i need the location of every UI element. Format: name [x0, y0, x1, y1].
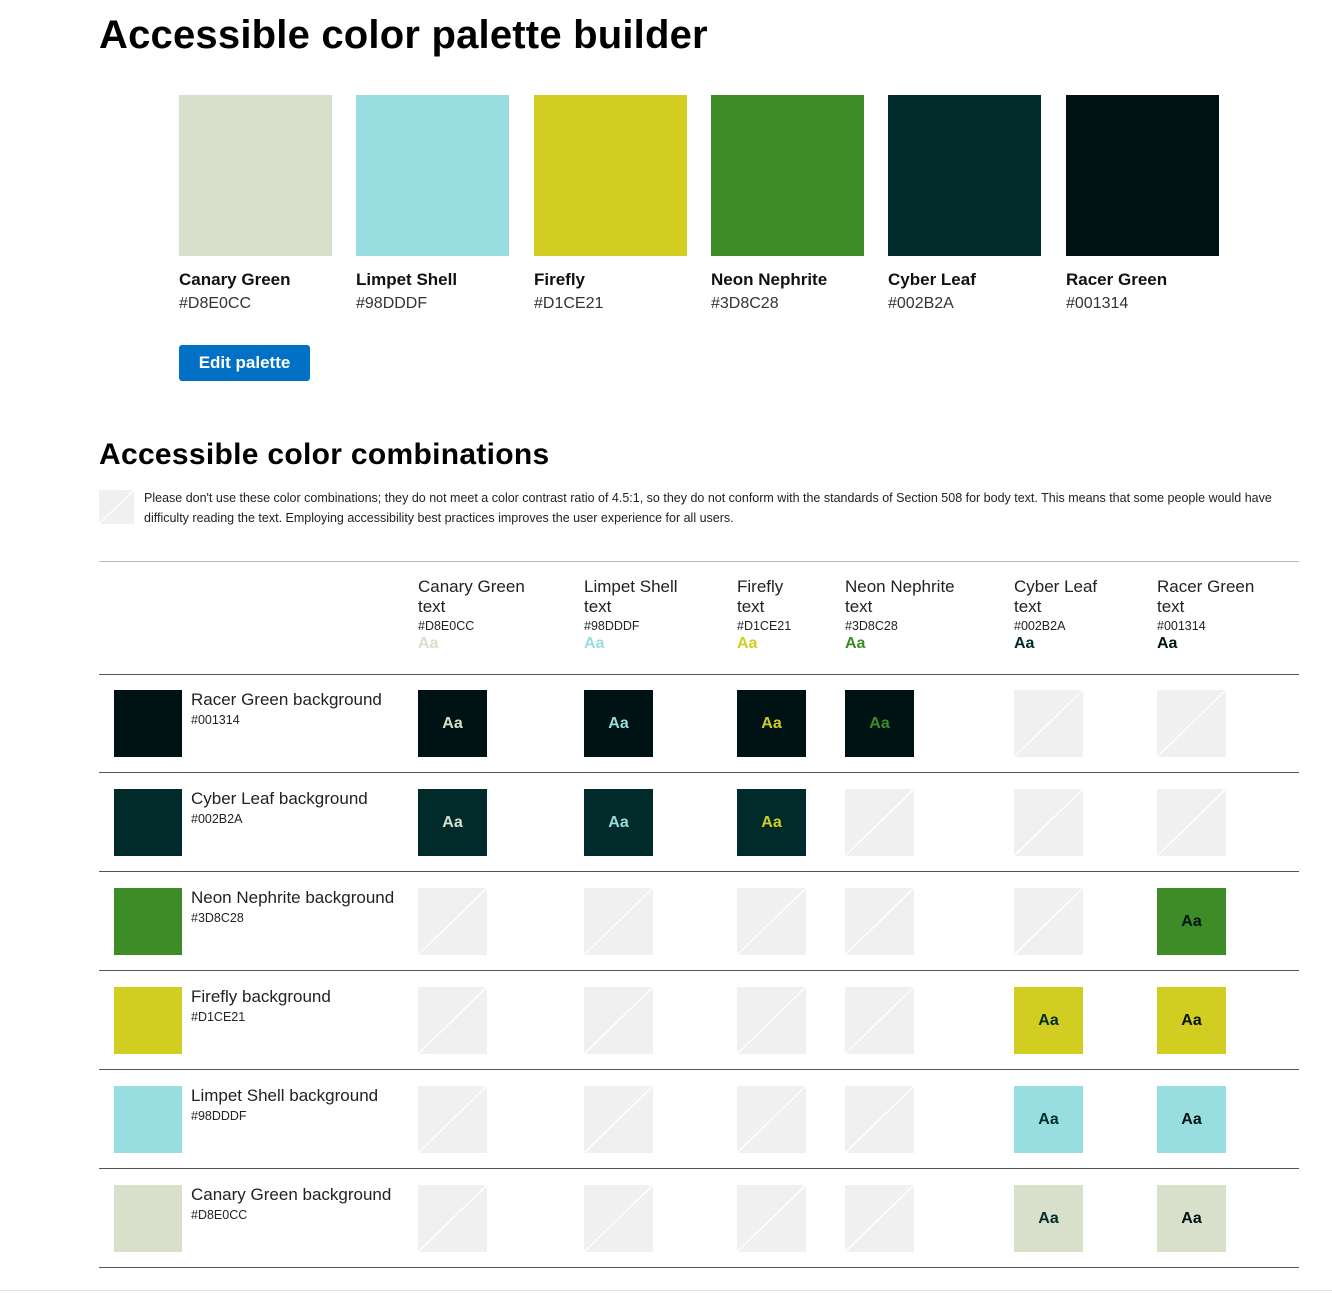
column-name: Canary Green text	[418, 577, 525, 616]
not-accessible-cell	[418, 1086, 487, 1153]
not-accessible-cell	[584, 1086, 653, 1153]
column-sample-text: Aa	[418, 635, 439, 652]
color-chip	[356, 95, 509, 256]
not-accessible-cell	[845, 987, 914, 1054]
row-hex: #98DDDF	[191, 1109, 247, 1123]
column-sample-text: Aa	[1157, 635, 1178, 652]
row-color-swatch	[114, 1185, 182, 1252]
row-hex: #001314	[191, 713, 240, 727]
not-accessible-cell	[584, 1185, 653, 1252]
row-hex: #D8E0CC	[191, 1208, 248, 1222]
row-name: Limpet Shell background	[191, 1086, 379, 1105]
swatch-name: Limpet Shell	[356, 270, 458, 289]
column-sample-text: Aa	[845, 635, 866, 652]
row-label	[191, 986, 401, 1024]
column-sample-text: Aa	[737, 635, 758, 652]
row-name: Canary Green background	[191, 1185, 392, 1204]
palette-swatch	[888, 95, 1041, 312]
row-color-swatch	[114, 888, 182, 955]
not-accessible-cell	[418, 1185, 487, 1252]
not-accessible-cell	[1157, 690, 1226, 757]
sample-cell: Aa	[1157, 1185, 1226, 1252]
column-name: Racer Green text	[1157, 577, 1255, 616]
row-rule	[99, 1168, 1299, 1169]
row-color-swatch	[114, 789, 182, 856]
sample-cell: Aa	[584, 690, 653, 757]
palette-swatch	[179, 95, 332, 312]
sample-cell: Aa	[1157, 987, 1226, 1054]
sample-cell: Aa	[1014, 1185, 1083, 1252]
swatch-hex: #001314	[1066, 295, 1129, 312]
row-name: Neon Nephrite background	[191, 888, 395, 907]
sample-cell: Aa	[418, 690, 487, 757]
column-hex: #D1CE21	[737, 619, 792, 633]
row-hex: #D1CE21	[191, 1010, 246, 1024]
column-hex: #3D8C28	[845, 619, 898, 633]
sample-cell: Aa	[1157, 888, 1226, 955]
column-sample-text: Aa	[584, 635, 605, 652]
column-sample-text: Aa	[1014, 635, 1035, 652]
sample-cell: Aa	[418, 789, 487, 856]
table-header-rule	[99, 674, 1299, 675]
row-label	[191, 1085, 401, 1123]
column-hex: #98DDDF	[584, 619, 640, 633]
row-color-swatch	[114, 987, 182, 1054]
row-rule	[99, 871, 1299, 872]
sample-cell: Aa	[737, 690, 806, 757]
not-accessible-cell	[1014, 789, 1083, 856]
swatch-name: Cyber Leaf	[888, 270, 976, 289]
column-header	[737, 577, 797, 653]
row-name: Racer Green background	[191, 690, 382, 709]
row-rule	[99, 1267, 1299, 1268]
column-header	[845, 577, 965, 653]
legend-text: Please don't use these color combinations; they do not meet a color contrast ratio of 4.5:1, so they do not conform with the standards of Section 508 for body text. This means that some people would have difficulty reading the text. Employing accessibility best practices improves the user experience for all users.	[144, 491, 1272, 525]
color-chip	[711, 95, 864, 256]
not-accessible-cell	[1157, 789, 1226, 856]
not-accessible-cell	[737, 888, 806, 955]
not-accessible-cell	[1014, 888, 1083, 955]
row-rule	[99, 1069, 1299, 1070]
slash-icon	[99, 490, 134, 524]
palette-swatches	[179, 95, 1239, 320]
row-label	[191, 689, 401, 727]
swatch-name: Canary Green	[179, 270, 291, 289]
page-title: Accessible color palette builder	[99, 13, 708, 57]
row-label	[191, 1184, 401, 1222]
color-chip	[179, 95, 332, 256]
not-accessible-cell	[418, 987, 487, 1054]
column-hex: #002B2A	[1014, 619, 1066, 633]
color-chip	[534, 95, 687, 256]
not-accessible-cell	[584, 888, 653, 955]
row-hex: #3D8C28	[191, 911, 244, 925]
swatch-hex: #D8E0CC	[179, 295, 252, 312]
row-rule	[99, 772, 1299, 773]
column-hex: #001314	[1157, 619, 1206, 633]
not-accessible-cell	[845, 1086, 914, 1153]
column-name: Limpet Shell text	[584, 577, 678, 616]
row-color-swatch	[114, 1086, 182, 1153]
row-name: Firefly background	[191, 987, 331, 1006]
not-accessible-cell	[737, 987, 806, 1054]
column-hex: #D8E0CC	[418, 619, 475, 633]
column-header	[418, 577, 538, 653]
palette-swatch	[711, 95, 864, 312]
palette-swatch	[534, 95, 687, 312]
not-accessible-cell	[737, 1086, 806, 1153]
color-chip	[888, 95, 1041, 256]
row-label	[191, 788, 401, 826]
sample-cell: Aa	[584, 789, 653, 856]
edit-palette-button[interactable]: Edit palette	[179, 345, 310, 381]
row-label	[191, 887, 401, 925]
row-name: Cyber Leaf background	[191, 789, 368, 808]
not-accessible-cell	[737, 1185, 806, 1252]
column-header	[584, 577, 704, 653]
column-header	[1014, 577, 1114, 653]
palette-swatch	[1066, 95, 1219, 312]
row-color-swatch	[114, 690, 182, 757]
column-header	[1157, 577, 1277, 653]
combinations-title: Accessible color combinations	[99, 438, 550, 471]
column-name: Neon Nephrite text	[845, 577, 955, 616]
column-name: Firefly text	[737, 577, 784, 616]
sample-cell: Aa	[1157, 1086, 1226, 1153]
sample-cell: Aa	[845, 690, 914, 757]
not-accessible-cell	[845, 1185, 914, 1252]
not-accessible-cell	[845, 789, 914, 856]
palette-swatch	[356, 95, 509, 312]
not-accessible-cell	[418, 888, 487, 955]
swatch-name: Racer Green	[1066, 270, 1168, 289]
sample-cell: Aa	[1014, 1086, 1083, 1153]
page-footer-line	[0, 1290, 1332, 1291]
sample-cell: Aa	[737, 789, 806, 856]
color-chip	[1066, 95, 1219, 256]
swatch-name: Firefly	[534, 270, 586, 289]
table-top-rule	[99, 561, 1299, 562]
not-accessible-cell	[584, 987, 653, 1054]
row-rule	[99, 970, 1299, 971]
swatch-hex: #98DDDF	[356, 295, 428, 312]
sample-cell: Aa	[1014, 987, 1083, 1054]
swatch-name: Neon Nephrite	[711, 270, 828, 289]
column-name: Cyber Leaf text	[1014, 577, 1098, 616]
not-accessible-cell	[1014, 690, 1083, 757]
swatch-hex: #002B2A	[888, 295, 954, 312]
row-hex: #002B2A	[191, 812, 243, 826]
not-accessible-cell	[845, 888, 914, 955]
swatch-hex: #D1CE21	[534, 295, 604, 312]
swatch-hex: #3D8C28	[711, 295, 779, 312]
